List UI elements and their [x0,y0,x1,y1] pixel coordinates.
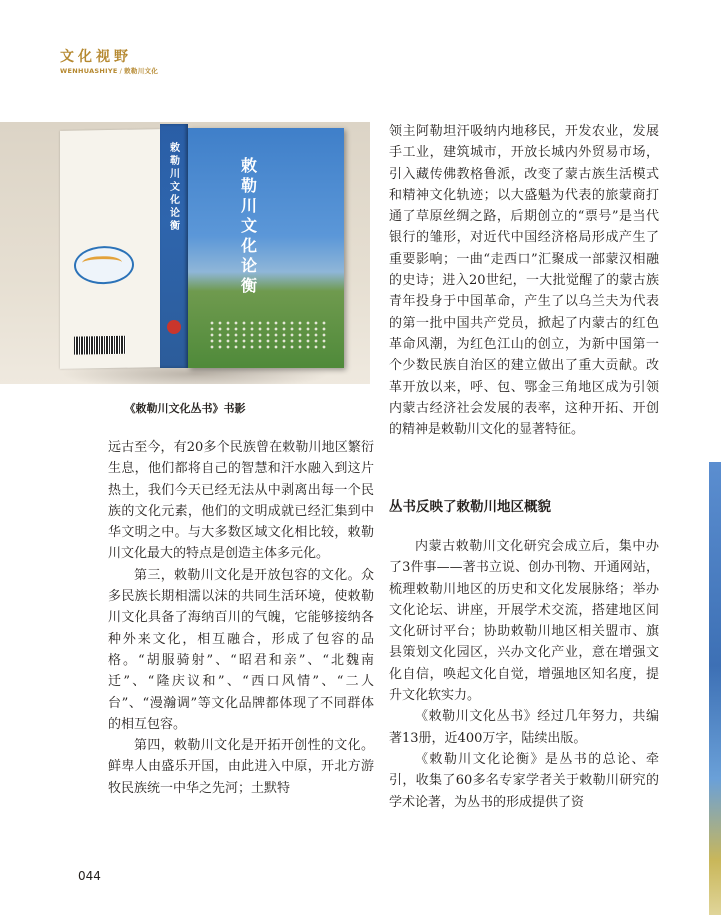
right-column-bottom [389,536,659,813]
book-photo [0,122,370,384]
adjacent-page-edge [709,462,721,915]
paragraph: 《敕勒川文化论衡》是丛书的总论、牵引，收集了60多名专家学者关于敕勒川研究的学术论著，为丛书的形成提供了资 [389,751,659,810]
header-title: 文化视野 [60,49,132,65]
paragraph: 第三，敕勒川文化是开放包容的文化。众多民族长期相濡以沫的共同生活环境，使敕勒川文化具备了海纳百川的气魄，它能够接纳各种外来文化，相互融合，形成了包容的品格。“胡服骑射”、“昭君和亲”、“北魏南迁”、“隆庆议和”、“西口风情”、“二人台”、“漫瀚调”等文化品牌都体现了不同群体的相互包容。 [108,567,374,732]
book-spine [160,124,188,368]
book-front-cover [188,128,344,368]
header-subtitle [60,66,158,75]
publisher-seal-icon [167,320,181,334]
barcode-icon [74,336,126,355]
sheep-flock-icon [208,320,328,350]
page-number: 044 [78,869,101,883]
header-subtitle-zh: 敕勒川文化 [124,67,159,75]
paragraph: 第四，敕勒川文化是开拓开创性的文化。鲜卑人由盛乐开国，由此进入中原，开北方游牧民族统一中华之先河；土默特 [108,738,374,796]
paragraph: 领主阿勒坦汗吸纳内地移民，开发农业，发展手工业，建筑城市，开放长城内外贸易市场，引入藏传佛教格鲁派，改变了蒙古族生活模式和精神文化轨迹；以大盛魁为代表的旅蒙商打通了草原丝绸之路，后期创立的“票号”是当代银行的雏形，对近代中国经济格局形成产生了重要影响；一曲“走西口”汇聚成一部蒙汉相融的史诗；进入20世纪，一大批觉醒了的蒙古族青年投身于中国革命，产生了以乌兰夫为代表的第一批中国共产党员，掀起了内蒙古的红色革命风潮，为红色江山的创立，为新中国第一个少数民族自治区的建立做出了重大贡献。改革开放以来，呼、包、鄂金三角地区成为引领内蒙古经济社会发展的表率，这种开拓、开创的精神是敕勒川文化的显著特征。 [389,124,659,438]
left-column [108,437,374,799]
figure-caption: 《敕勒川文化丛书》书影 [124,402,246,415]
section-heading: 丛书反映了敕勒川地区概貌 [389,499,551,515]
book-front-title: 敕勒川文化论衡 [240,156,257,295]
book-back-cover [60,129,160,369]
header-subtitle-sep: / [119,67,123,75]
paragraph: 《敕勒川文化丛书》经过几年努力，共编著13册，近400万字，陆续出版。 [389,709,659,746]
paragraph: 远古至今，有20多个民族曾在敕勒川地区繁衍生息，他们都将自己的智慧和汗水融入到这片热土，我们今天已经无法从中剥离出每一个民族的文化元素，他们的文明成就已经汇集到中华文明之中。与大多数区域文化相比较，敕勒川文化最大的特点是创造主体多元化。 [108,440,374,562]
paragraph: 内蒙古敕勒川文化研究会成立后，集中办了3件事——著书立说、创办刊物、开通网站，梳理敕勒川地区的历史和文化发展脉络；举办文化论坛、讲座，开展学术交流，搭建地区间文化研讨平台；协助敕勒川地区相关盟市、旗县策划文化园区，兴办文化产业，意在增强文化自信，唤起文化自觉，增强地区知名度，提升文化软实力。 [389,539,659,704]
right-column-top [389,121,659,440]
header-subtitle-en: WENHUASHIYE [60,67,118,75]
book-spine-title: 敕勒川文化论衡 [170,143,180,232]
